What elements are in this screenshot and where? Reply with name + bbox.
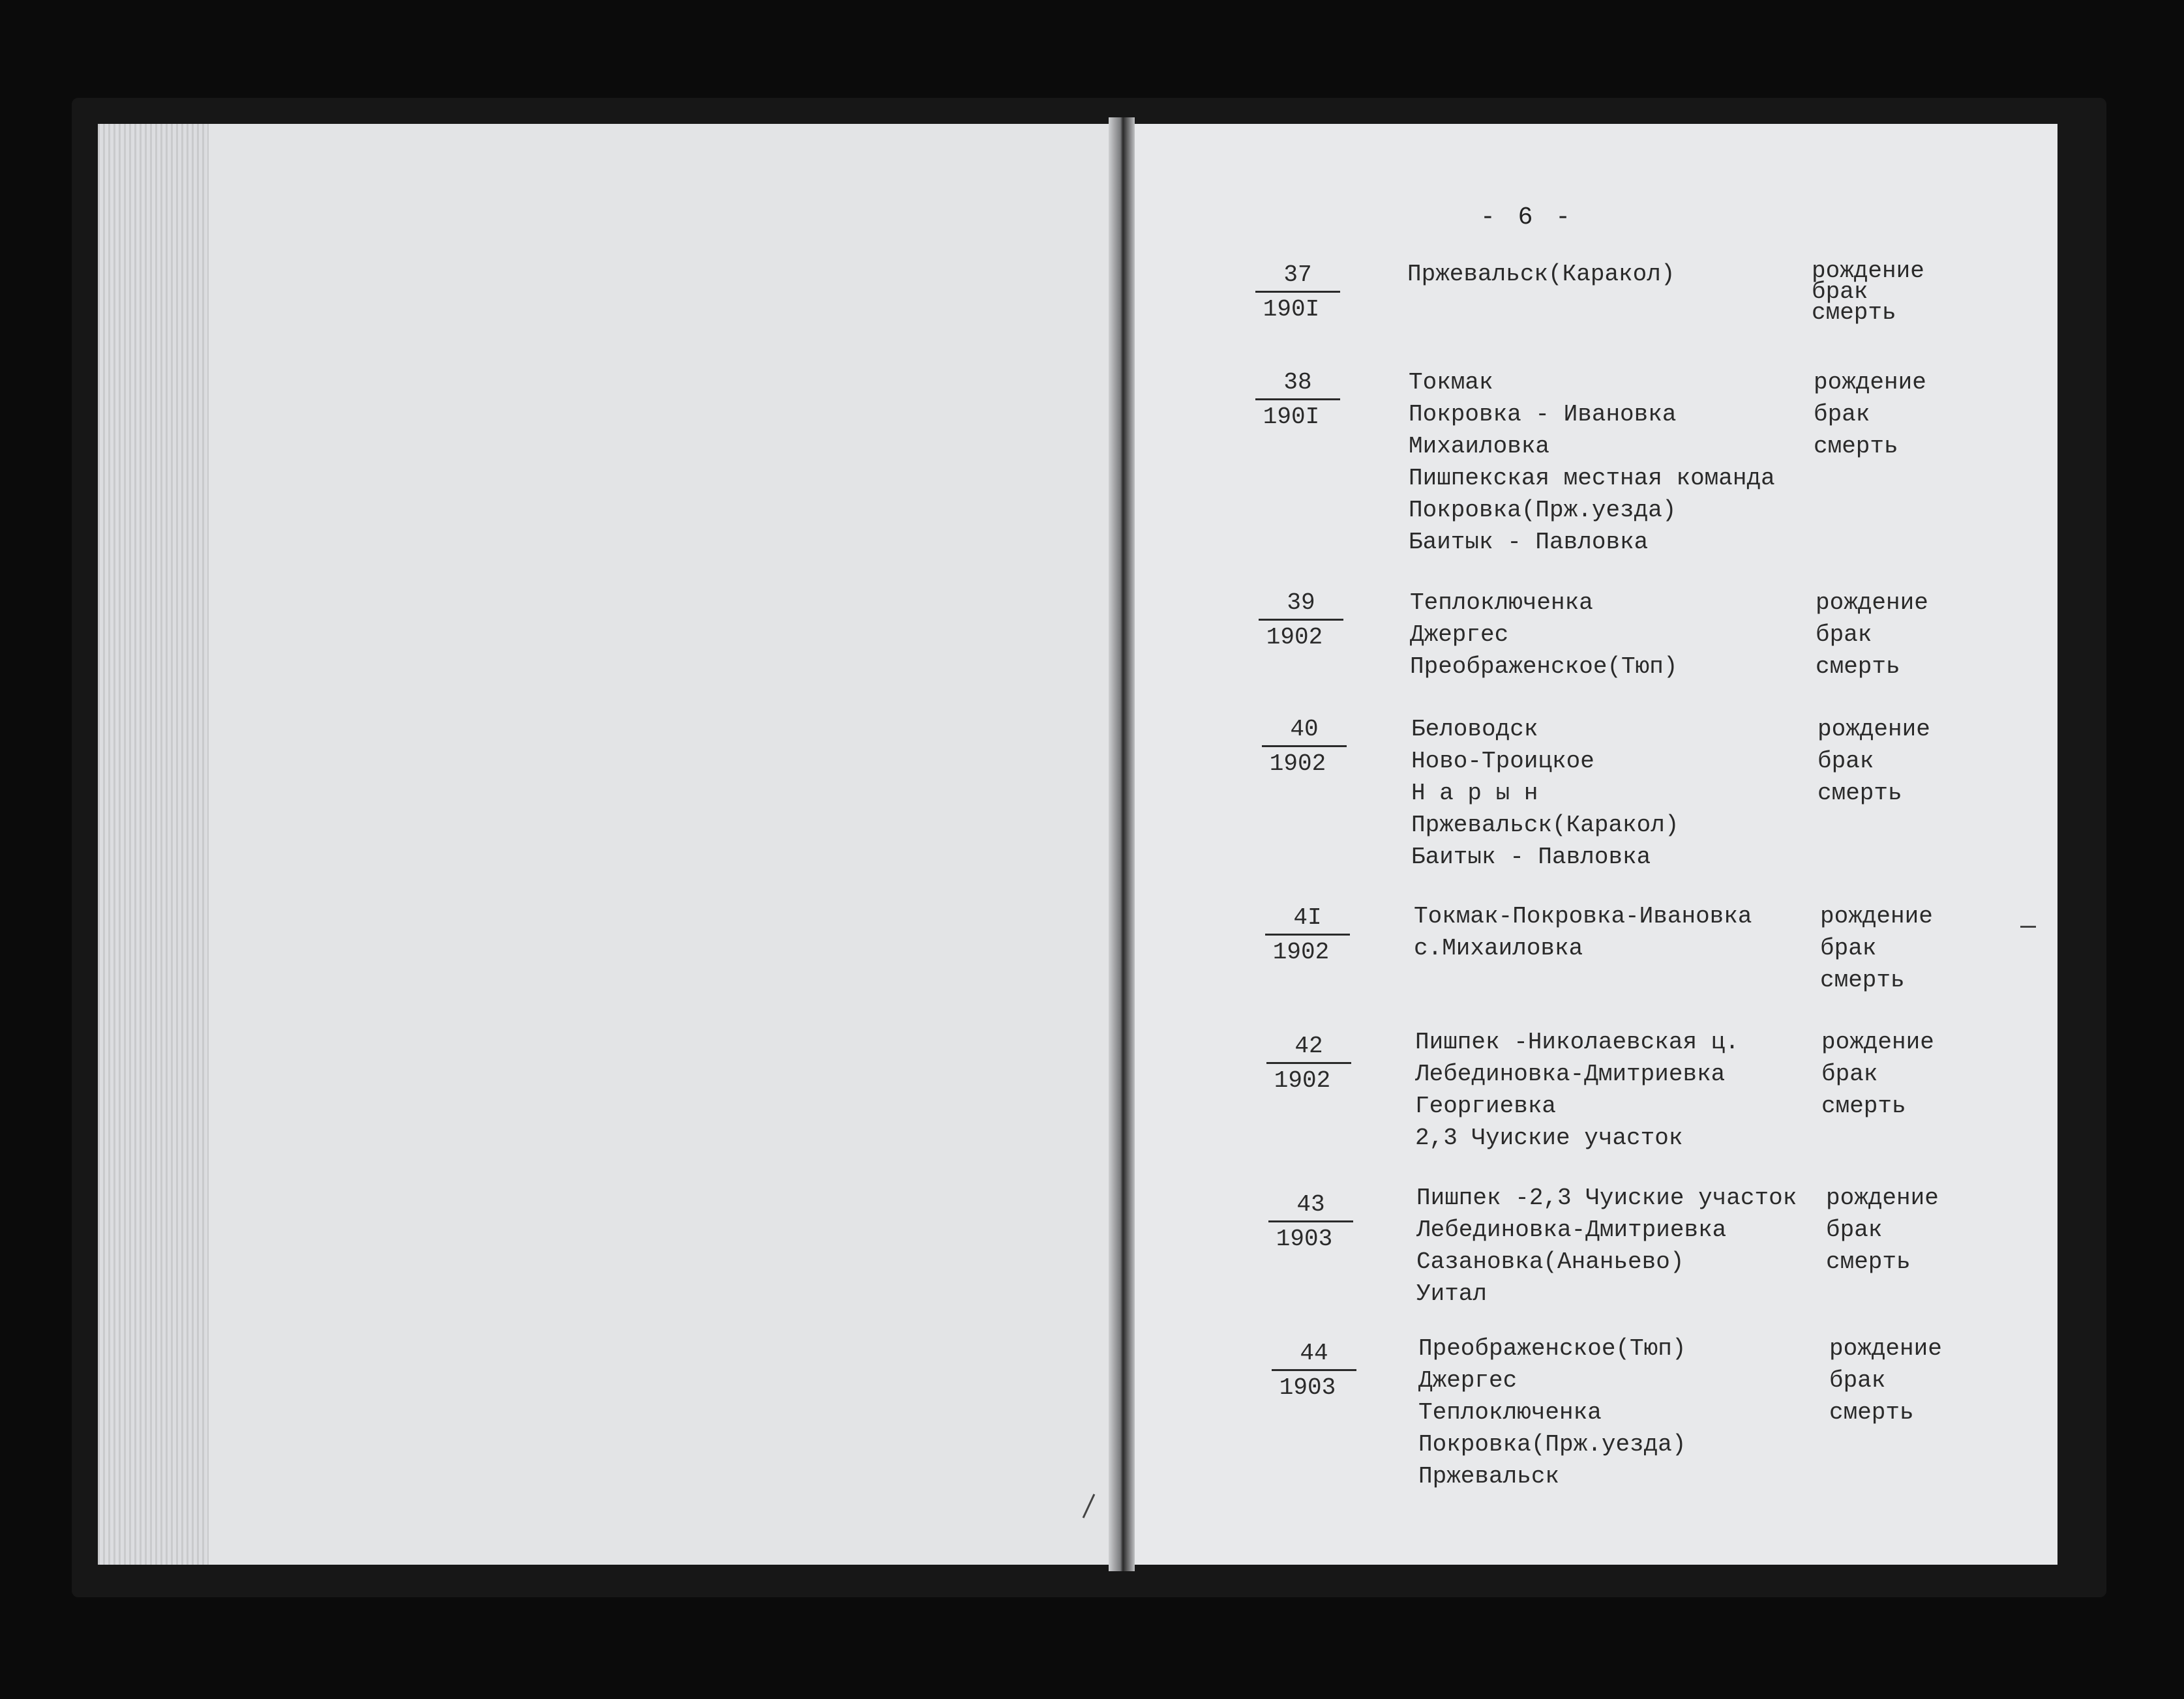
page-number: - 6 - [1480,203,1575,231]
place-name: Токмак [1409,369,1493,396]
place-name: Пржевальск [1418,1463,1560,1490]
place-name: 2,3 Чуиские участок [1415,1125,1683,1151]
place-name: Покровка(Прж.уезда) [1418,1431,1686,1458]
places-list [1416,1182,1797,1310]
entry-number-block [1259,589,1343,652]
entry-number: 40 [1262,715,1347,747]
record-type: смерть [1818,780,1902,806]
place-name: Пржевальск(Каракол) [1407,261,1675,288]
entry-number: 43 [1268,1190,1353,1222]
place-name: Токмак-Покровка-Ивановка [1414,903,1752,930]
entry-number-block [1266,1032,1351,1095]
places-list [1414,900,1752,964]
record-type: рождение [1816,589,1928,616]
places-list [1418,1333,1686,1492]
place-name: Баитык - Павловка [1411,844,1651,870]
record-type: смерть [1821,1093,1906,1119]
places-list [1415,1026,1739,1154]
entry-number: 4I [1265,904,1350,936]
record-types [1814,366,1926,462]
record-type: рождение [1826,1185,1939,1211]
record-type: смерть [1814,433,1898,460]
place-name: Преображенское(Тюп) [1418,1335,1686,1362]
entry-year: 1902 [1272,939,1330,966]
place-name: Покровка(Прж.уезда) [1409,497,1677,524]
book-gutter [1109,117,1135,1571]
record-type: брак [1829,1367,1886,1394]
entry-number: 42 [1266,1032,1351,1064]
place-name: Теплоключенка [1410,589,1593,616]
place-name: Пишпекская местная команда [1409,465,1775,492]
place-name: Пишпек -Николаевская ц. [1415,1029,1739,1056]
place-name: Пишпек -2,3 Чуиские участок [1416,1185,1797,1211]
place-name: Георгиевка [1415,1093,1557,1119]
entry-number: 39 [1259,589,1343,621]
entry-year: 190I [1263,296,1320,323]
places-list [1409,366,1775,558]
ink-mark [2020,926,2036,928]
place-name: Преображенское(Тюп) [1410,653,1678,680]
place-name: Пржевальск(Каракол) [1411,812,1679,838]
place-name: с.Михаиловка [1414,935,1583,962]
entry-year: 1902 [1266,624,1323,651]
place-name: Джергес [1410,621,1509,648]
place-name: Лебединовка-Дмитриевка [1415,1061,1726,1087]
record-types [1821,1026,1934,1122]
places-list [1410,587,1677,683]
entry-number: 37 [1255,261,1340,293]
entry-year: 1903 [1279,1374,1336,1401]
record-type: рождение [1821,1029,1934,1056]
places-list [1407,258,1675,290]
record-type: смерть [1829,1399,1914,1426]
place-name: Джергес [1418,1367,1518,1394]
record-types [1829,1333,1942,1428]
entry-year: 190I [1263,404,1320,430]
place-name: Лебединовка-Дмитриевка [1416,1217,1727,1243]
place-name: Н а р ы н [1411,780,1538,806]
entry-year: 1902 [1274,1067,1331,1094]
record-type: брак [1818,748,1874,775]
record-type: смерть [1816,653,1900,680]
entry-year: 1902 [1269,750,1326,777]
record-type: рождение [1818,716,1930,743]
entry-year: 1903 [1276,1226,1333,1252]
place-name: Уитал [1416,1280,1488,1307]
record-type: брак [1812,278,1868,305]
record-types [1820,900,1933,996]
record-type: рождение [1814,369,1926,396]
record-types [1812,258,1924,326]
record-type: брак [1814,401,1870,428]
record-types [1816,587,1928,683]
left-page-blank [98,124,1118,1565]
place-name: Михаиловка [1409,433,1550,460]
record-type: брак [1826,1217,1883,1243]
entry-number: 38 [1255,368,1340,400]
record-type: рождение [1820,903,1933,930]
record-type: брак [1816,621,1872,648]
place-name: Ново-Троицкое [1411,748,1594,775]
entry-number-block [1255,261,1340,324]
record-type: смерть [1826,1248,1911,1275]
record-type: смерть [1820,967,1905,994]
record-type: рождение [1829,1335,1942,1362]
page-edges [98,124,209,1565]
record-type: смерть [1812,299,1896,326]
place-name: Беловодск [1411,716,1538,743]
entry-number-block [1268,1190,1353,1254]
record-types [1826,1182,1939,1278]
place-name: Покровка - Ивановка [1409,401,1677,428]
entry-number: 44 [1272,1339,1356,1371]
places-list [1411,713,1679,873]
entry-number-block [1265,904,1350,967]
entry-number-block [1255,368,1340,432]
record-type: брак [1820,935,1877,962]
place-name: Баитык - Павловка [1409,529,1649,555]
record-type: брак [1821,1061,1878,1087]
place-name: Теплоключенка [1418,1399,1602,1426]
place-name: Сазановка(Ананьево) [1416,1248,1684,1275]
entry-number-block [1272,1339,1356,1402]
record-types [1818,713,1930,809]
entry-number-block [1262,715,1347,778]
record-type: рождение [1812,258,1924,284]
